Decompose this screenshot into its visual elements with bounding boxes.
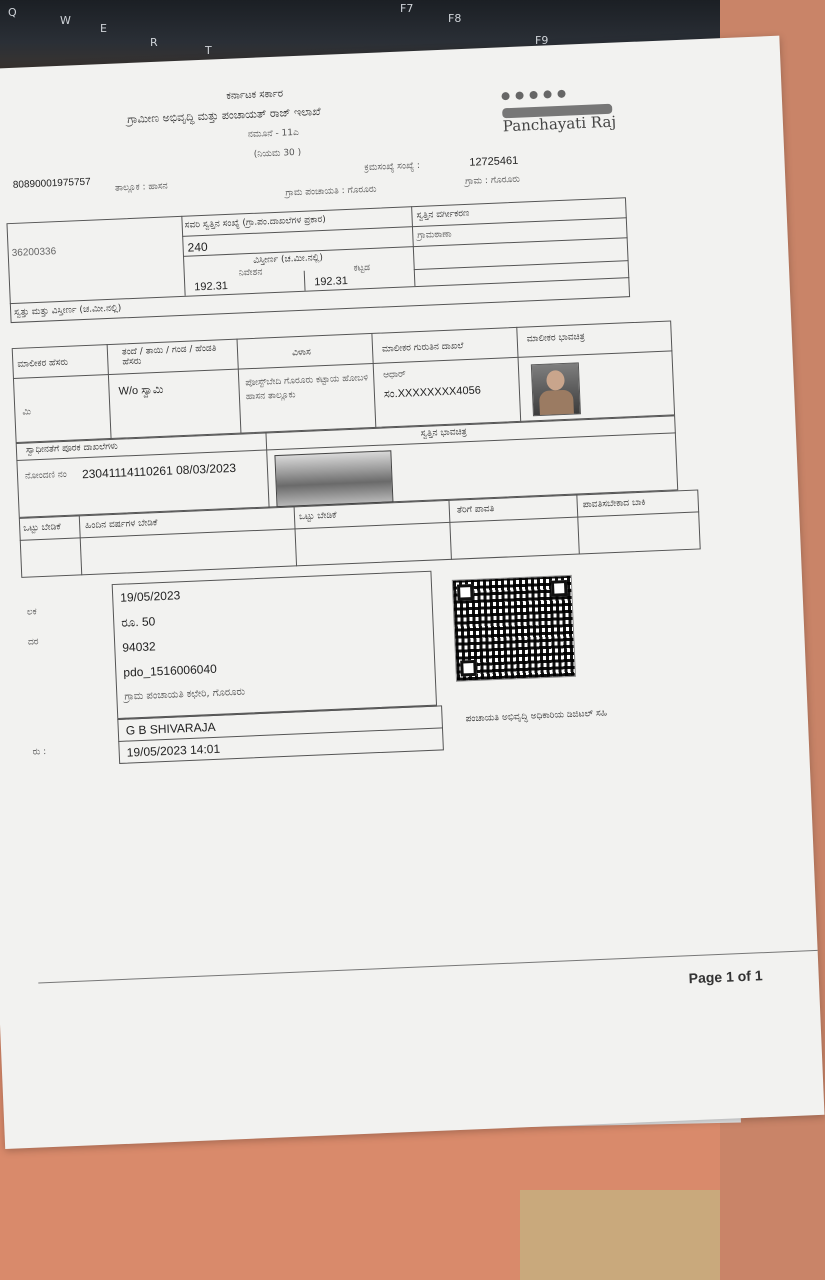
property-photo [274,450,393,507]
property-id: 36200336 [11,246,57,259]
rule-number: (ನಿಯಮ 30 ) [253,147,302,160]
issue-label-3: ರು : [32,746,47,758]
owner-name: ಮಿ [22,407,32,418]
keyboard-key: Q [8,6,17,19]
taluk-label: ತಾಲ್ಲೂಕ : ಹಾಸನ [114,181,168,194]
signer-name: G B SHIVARAJA [125,719,216,738]
tax-header-balance: ಪಾವತಿಸಬೇಕಾದ ಬಾಕಿ [582,497,646,511]
keyboard-key: F9 [535,34,549,47]
registration-value: 23041114110261 08/03/2023 [81,460,237,482]
signed-timestamp: 19/05/2023 14:01 [126,741,221,760]
keyboard-key: R [150,36,158,49]
owner-header-id: ಮಾಲೀಕರ ಗುರುತಿನ ದಾಖಲೆ [381,341,464,355]
qr-code [452,575,576,682]
issuing-user: pdo_1516006040 [123,661,218,680]
classification-value: ಗ್ರಾಮಠಾಣಾ [417,229,452,241]
owner-header-address: ವಿಳಾಸ [291,347,312,359]
issue-date: 19/05/2023 [119,588,181,605]
issue-fee: ರೂ. 50 [120,614,156,630]
document-id: 80890001975757 [12,176,91,191]
page-number: Page 1 of 1 [688,967,763,987]
keyboard-key: T [205,44,212,57]
wooden-table-corner [520,1190,720,1280]
site-label: ನಿವೇಶನ [238,267,263,279]
area-label: ವಿಸ್ತೀರ್ಣ (ಚ.ಮೀ.ನಲ್ಲಿ) [253,252,324,266]
keyboard-key: E [100,22,107,35]
owner-header-photo: ಮಾಲೀಕರ ಭಾವಚಿತ್ರ [526,332,585,345]
tax-header-paid: ತೆರಿಗೆ ಪಾವತಿ [456,504,495,516]
serial-number: 12725461 [469,154,519,169]
site-area-value: 192.31 [194,279,229,294]
receipt-number: 94032 [122,639,156,655]
issue-label-1: ಲಕ [26,607,37,618]
building-area-value: 192.31 [313,274,349,289]
owner-id-label: ಆಧಾರ್ [382,369,406,381]
property-number-label: ಸವರಿ ಸ್ವತ್ತಿನ ಸಂಖ್ಯೆ (ಗ್ರಾ.ಪಂ.ದಾಖಲೆಗಳ ಪ್ರಕಾರ) [184,214,327,231]
property-number-value: 240 [187,239,208,255]
acquisition-label: ಸ್ವಾಧೀನತೆಗೆ ಪೂರಕ ದಾಖಲೆಗಳು [25,441,119,456]
keyboard-key: F7 [400,2,414,15]
issue-label-2: ದರ [27,637,39,648]
keyboard-key: F8 [448,12,462,25]
digital-signature-label: ಪಂಚಾಯತಿ ಅಭಿವೃದ್ಧಿ ಅಧಿಕಾರಿಯ ಡಿಜಿಟಲ್ ಸಹಿ [465,708,608,725]
department-title: ಗ್ರಾಮೀಣ ಅಭಿವೃದ್ಧಿ ಮತ್ತು ಪಂಚಾಯತ್ ರಾಜ್ ಇಲಾಖೆ [126,104,321,127]
serial-label: ಕ್ರಮಸಂಖ್ಯೆ ಸಂಖ್ಯೆ : [364,160,421,174]
owner-id-value: ಸಂ.XXXXXXXX4056 [383,384,482,401]
owner-header-relation: ತಂದೆ / ತಾಯಿ / ಗಂಡ / ಹೆಂಡತಿ ಹೆಸರು [121,343,217,368]
tax-header-previous: ಹಿಂದಿನ ವರ್ಷಗಳ ಬೇಡಿಕೆ [85,518,158,532]
registration-prefix: ನೋಂದಣಿ ನಂ [24,469,67,482]
document-page [0,36,825,1149]
keyboard-key: W [60,14,71,27]
building-label: ಕಟ್ಟಡ [353,263,371,274]
total-area-label: ಸ್ವತ್ತು ಮತ್ತು ವಿಸ್ತೀರ್ಣ (ಚ.ಮೀ.ನಲ್ಲಿ) [14,303,122,318]
village-label: ಗ್ರಾಮ : ಗೊರೂರು [464,174,521,187]
gram-panchayat-label: ಗ್ರಾಮ ಪಂಚಾಯತಿ : ಗೊರೂರು [285,184,377,199]
govt-title: ಕರ್ನಾಟಕ ಸರ್ಕಾರ [226,88,284,102]
tax-header-total: ಒಟ್ಟು ಬೇಡಿಕೆ [23,522,61,534]
owner-address: ಪೋಸ್ಟ್‌ಬೇದಿ ಗೊರೂರು ಕಟ್ಟಾಯ ಹೋಬಳಿ ಹಾಸನ ತಾಲ್ಲೂಕು [245,373,369,403]
tax-header-demand: ಒಟ್ಟು ಬೇಡಿಕೆ [298,510,337,523]
logo-text: Panchayati Raj [502,112,617,136]
owner-header-name: ಮಾಲೀಕರ ಹೆಸರು [17,357,69,370]
form-number: ನಮೂನೆ - 11ಎ [247,127,300,140]
classification-label: ಸ್ವತ್ತಿನ ವರ್ಗೀಕರಣ [416,208,470,222]
property-photo-label: ಸ್ವತ್ತಿನ ಭಾವಚಿತ್ರ [420,427,467,440]
issuing-office: ಗ್ರಾಮ ಪಂಚಾಯತಿ ಕಛೇರಿ, ಗೊರೂರು [124,686,246,703]
owner-relation: W/o ಸ್ವಾಮಿ [118,383,164,398]
owner-photo [531,362,581,416]
